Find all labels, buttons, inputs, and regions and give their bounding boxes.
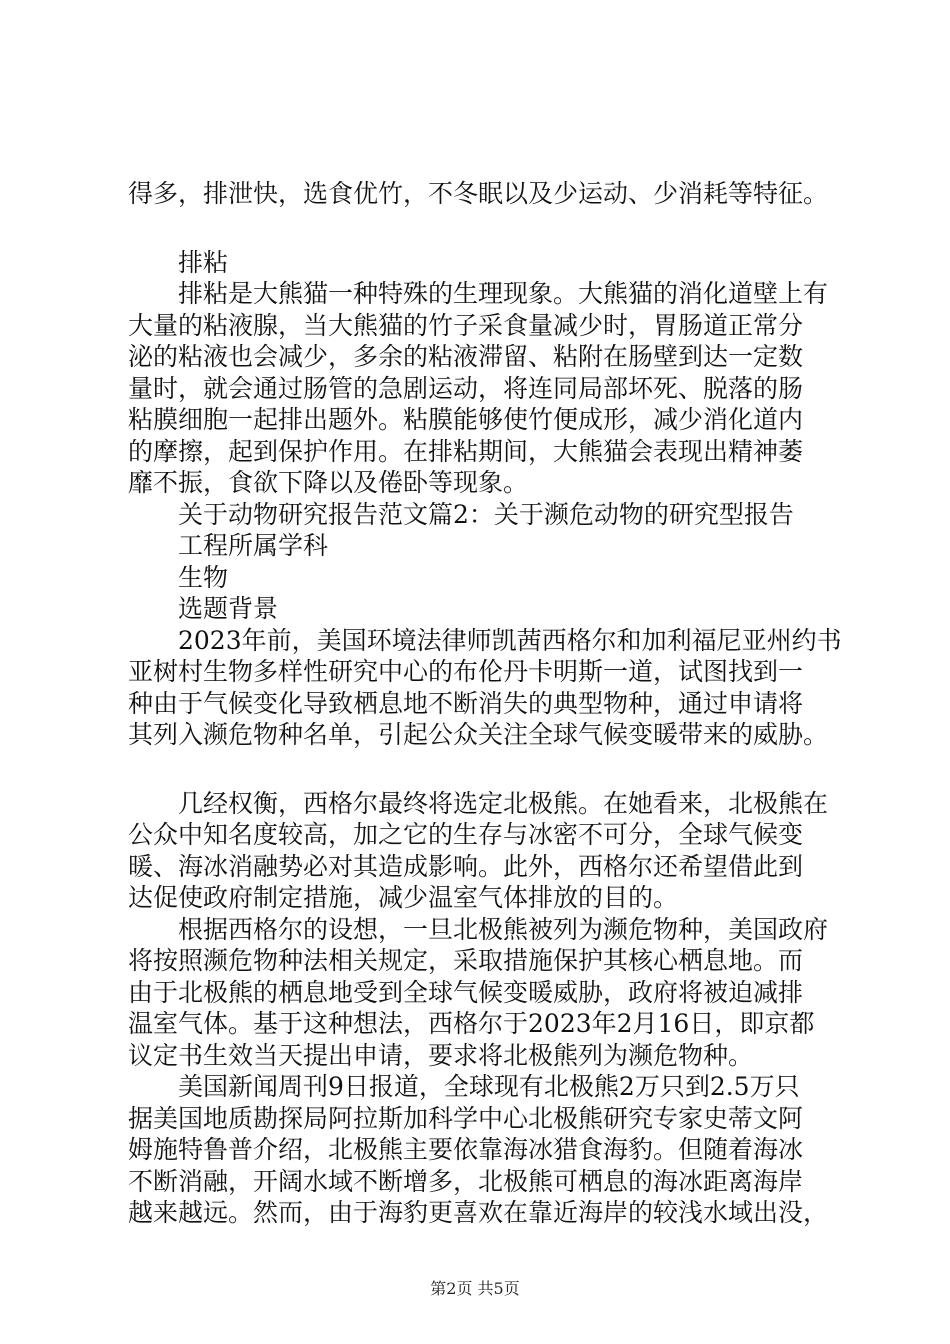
body-line: 几经权衡，西格尔最终将选定北极熊。在她看来，北极熊在 [178, 788, 829, 818]
body-line: 美国新闻周刊9日报道，全球现有北极熊2万只到2.5万只 [178, 1072, 800, 1101]
body-line: 大量的粘液腺，当大熊猫的竹子采食量减少时，胃肠道正常分 [128, 310, 804, 340]
body-line: 其列入濒危物种名单，引起公众关注全球气候变暖带来的威胁。 [128, 720, 829, 749]
body-line: 姆施特鲁普介绍，北极熊主要依靠海冰猎食海豹。但随着海冰 [128, 1135, 804, 1164]
body-line: 据美国地质勘探局阿拉斯加科学中心北极熊研究专家史蒂文阿 [128, 1103, 804, 1133]
section-heading: 选题背景 [178, 594, 279, 623]
body-line: 亚树村生物多样性研究中心的布伦丹卡明斯一道，试图找到一 [128, 657, 804, 686]
body-line: 将按照濒危物种法相关规定，采取措施保护其核心栖息地。而 [128, 946, 804, 975]
article-title: 关于动物研究报告范文篇2：关于濒危动物的研究型报告 [178, 499, 794, 529]
body-line: 粘膜细胞一起排出题外。粘膜能够使竹便成形，减少消化道内 [128, 405, 804, 434]
section-value: 生物 [178, 562, 229, 592]
body-line: 暖、海冰消融势必对其造成影响。此外，西格尔还希望借此到 [128, 851, 804, 881]
body-line: 泌的粘液也会减少，多余的粘液滞留、粘附在肠壁到达一定数 [128, 342, 804, 371]
body-line: 排粘是大熊猫一种特殊的生理现象。大熊猫的消化道壁上有 [178, 279, 829, 308]
body-line: 靡不振，食欲下降以及倦卧等现象。 [128, 468, 529, 497]
body-line: 由于北极熊的栖息地受到全球气候变暖威胁，政府将被迫减排 [128, 977, 804, 1007]
body-line: 根据西格尔的设想，一旦北极熊被列为濒危物种，美国政府 [178, 914, 829, 944]
paragraph-gap [128, 210, 848, 247]
body-line: 议定书生效当天提出申请，要求将北极熊列为濒危物种。 [128, 1040, 754, 1070]
body-line: 温室气体。基于这种想法，西格尔于2023年2月16日，即京都 [128, 1009, 815, 1038]
section-heading: 工程所属学科 [178, 531, 329, 560]
body-line: 达促使政府制定措施，减少温室气体排放的目的。 [128, 883, 679, 912]
document-body [128, 178, 848, 1229]
body-line: 得多，排泄快，选食优竹，不冬眠以及少运动、少消耗等特征。 [128, 179, 829, 208]
paragraph-gap [128, 751, 848, 788]
body-line: 2023年前，美国环境法律师凯茜西格尔和加利福尼亚州约书 [178, 625, 842, 655]
body-line: 的摩擦，起到保护作用。在排粘期间，大熊猫会表现出精神萎 [128, 436, 804, 466]
body-line: 越来越远。然而，由于海豹更喜欢在靠近海岸的较浅水域出没， [128, 1198, 829, 1227]
body-line: 公众中知名度较高，加之它的生存与冰密不可分，全球气候变 [128, 820, 804, 849]
body-line: 不断消融，开阔水域不断增多，北极熊可栖息的海冰距离海岸 [128, 1166, 804, 1196]
page-number: 第2页 共5页 [430, 1279, 520, 1298]
body-line: 种由于气候变化导致栖息地不断消失的典型物种，通过申请将 [128, 688, 804, 718]
section-heading: 排粘 [178, 247, 229, 277]
body-line: 量时，就会通过肠管的急剧运动，将连同局部坏死、脱落的肠 [128, 373, 804, 403]
